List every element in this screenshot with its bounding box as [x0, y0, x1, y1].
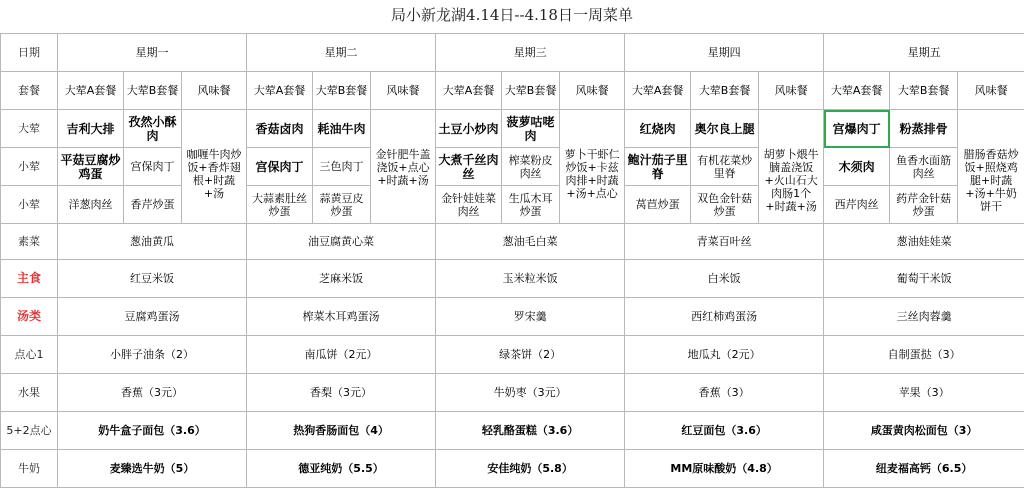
row-label-snack2: 5+2点心: [1, 412, 58, 450]
day5-header: 星期五: [824, 34, 1024, 72]
day5-staple: 葡萄干米饭: [824, 260, 1024, 298]
day2-small2-a: 大蒜素肚丝炒蛋: [247, 186, 313, 224]
day4-veg: 青菜百叶丝: [625, 224, 824, 260]
day5-fruit: 苹果（3）: [824, 374, 1024, 412]
row-label-small: 小荤: [1, 148, 58, 186]
day2-soup: 榨菜木耳鸡蛋汤: [247, 298, 436, 336]
weekly-menu-table: [0, 33, 1024, 488]
day3-small-b: 榨菜粉皮肉丝: [502, 148, 560, 186]
day3-flavor-header: 风味餐: [560, 72, 625, 110]
day4-main-a: 红烧肉: [625, 110, 691, 148]
day2-veg: 油豆腐黄心菜: [247, 224, 436, 260]
row-label-veg: 素菜: [1, 224, 58, 260]
day4-milk: MM原味酸奶（4.8）: [625, 450, 824, 488]
day2-staple: 芝麻米饭: [247, 260, 436, 298]
day5-small-b: 鱼香水面筋肉丝: [890, 148, 958, 186]
day3-snack2: 轻乳酪蛋糕（3.6）: [436, 412, 625, 450]
day1-flavor-spacer: [182, 110, 247, 148]
day1-veg: 葱油黄瓜: [58, 224, 247, 260]
day4-set-b: 大荤B套餐: [691, 72, 759, 110]
day5-flavor-dish: 腊肠香菇炒饭+照烧鸡腿+时蔬+汤+牛奶饼干: [958, 148, 1024, 224]
day1-main-b: 孜然小酥肉: [124, 110, 182, 148]
day5-flavor-spacer: [958, 110, 1024, 148]
day5-milk: 纽麦福高钙（6.5）: [824, 450, 1024, 488]
day1-snack2: 奶牛盒子面包（3.6）: [58, 412, 247, 450]
day5-set-a: 大荤A套餐: [824, 72, 890, 110]
day2-set-b: 大荤B套餐: [313, 72, 371, 110]
day3-small-a: 大煮千丝肉丝: [436, 148, 502, 186]
day4-staple: 白米饭: [625, 260, 824, 298]
day4-main-b: 奥尔良上腿: [691, 110, 759, 148]
row-label-soup: 汤类: [1, 298, 58, 336]
day2-snack2: 热狗香肠面包（4）: [247, 412, 436, 450]
day4-small2-b: 双色金针菇炒蛋: [691, 186, 759, 224]
day5-snack2: 咸蛋黄肉松面包（3）: [824, 412, 1024, 450]
row-label-package: 套餐: [1, 72, 58, 110]
day3-fruit: 牛奶枣（3元）: [436, 374, 625, 412]
day5-main-a: 宫爆肉丁: [824, 110, 890, 148]
day4-flavor-header: 风味餐: [759, 72, 824, 110]
day1-set-a: 大荤A套餐: [58, 72, 124, 110]
day3-main-a: 土豆小炒肉: [436, 110, 502, 148]
day5-soup: 三丝肉蓉羹: [824, 298, 1024, 336]
day1-milk: 麦臻选牛奶（5）: [58, 450, 247, 488]
day1-small-a: 平菇豆腐炒鸡蛋: [58, 148, 124, 186]
day5-snack: 自制蛋挞（3）: [824, 336, 1024, 374]
day2-main-b: 耗油牛肉: [313, 110, 371, 148]
day1-soup: 豆腐鸡蛋汤: [58, 298, 247, 336]
day3-small2-a: 金针娃娃菜肉丝: [436, 186, 502, 224]
day3-snack: 绿茶饼（2）: [436, 336, 625, 374]
day1-fruit: 香蕉（3元）: [58, 374, 247, 412]
day2-small-a: 宫保肉丁: [247, 148, 313, 186]
day1-staple: 红豆米饭: [58, 260, 247, 298]
day2-main-a: 香菇卤肉: [247, 110, 313, 148]
row-label-fruit: 水果: [1, 374, 58, 412]
row-label-milk: 牛奶: [1, 450, 58, 488]
day1-small2-a: 洋葱肉丝: [58, 186, 124, 224]
day4-small-b: 有机花菜炒里脊: [691, 148, 759, 186]
day2-flavor-header: 风味餐: [371, 72, 436, 110]
day4-snack: 地瓜丸（2元）: [625, 336, 824, 374]
day5-small2-a: 西芹肉丝: [824, 186, 890, 224]
day4-soup: 西红柿鸡蛋汤: [625, 298, 824, 336]
day1-flavor-dish: 咖喱牛肉炒饭+香炸翅根+时蔬+汤: [182, 148, 247, 224]
day5-veg: 葱油娃娃菜: [824, 224, 1024, 260]
day1-snack: 小胖子油条（2）: [58, 336, 247, 374]
row-label-snack: 点心1: [1, 336, 58, 374]
day2-flavor-dish: 金针肥牛盖浇饭+点心+时蔬+汤: [371, 148, 436, 224]
day4-flavor-spacer: [759, 110, 824, 148]
day3-header: 星期三: [436, 34, 625, 72]
day3-set-a: 大荤A套餐: [436, 72, 502, 110]
row-label-small2: 小荤: [1, 186, 58, 224]
day1-flavor-header: 风味餐: [182, 72, 247, 110]
row-label-staple: 主食: [1, 260, 58, 298]
day2-snack: 南瓜饼（2元）: [247, 336, 436, 374]
day3-milk: 安佳纯奶（5.8）: [436, 450, 625, 488]
day2-milk: 德亚纯奶（5.5）: [247, 450, 436, 488]
day5-main-b: 粉蒸排骨: [890, 110, 958, 148]
day3-flavor-spacer: [560, 110, 625, 148]
day3-staple: 玉米粒米饭: [436, 260, 625, 298]
day4-flavor-dish: 胡萝卜煨牛腩盖浇饭+火山石大肉肠1个+时蔬+汤: [759, 148, 824, 224]
day3-main-b: 菠萝咕咾肉: [502, 110, 560, 148]
day5-small2-b: 药芹金针菇炒蛋: [890, 186, 958, 224]
day4-small2-a: 莴苣炒蛋: [625, 186, 691, 224]
day2-header: 星期二: [247, 34, 436, 72]
day1-small2-b: 香芹炒蛋: [124, 186, 182, 224]
day2-small-b: 三色肉丁: [313, 148, 371, 186]
day2-flavor-spacer: [371, 110, 436, 148]
day2-set-a: 大荤A套餐: [247, 72, 313, 110]
day5-small-a: 木须肉: [824, 148, 890, 186]
day2-small2-b: 蒜黄豆皮炒蛋: [313, 186, 371, 224]
day3-veg: 葱油毛白菜: [436, 224, 625, 260]
day3-set-b: 大荤B套餐: [502, 72, 560, 110]
day1-header: 星期一: [58, 34, 247, 72]
day5-flavor-header: 风味餐: [958, 72, 1024, 110]
day4-header: 星期四: [625, 34, 824, 72]
day4-set-a: 大荤A套餐: [625, 72, 691, 110]
day3-soup: 罗宋羹: [436, 298, 625, 336]
day1-small-b: 宫保肉丁: [124, 148, 182, 186]
day4-small-a: 鲍汁茄子里脊: [625, 148, 691, 186]
day5-set-b: 大荤B套餐: [890, 72, 958, 110]
menu-title: 局小新龙湖4.14日--4.18日一周菜单: [391, 6, 633, 24]
day1-set-b: 大荤B套餐: [124, 72, 182, 110]
day3-small2-b: 生瓜木耳炒蛋: [502, 186, 560, 224]
day4-snack2: 红豆面包（3.6）: [625, 412, 824, 450]
row-label-date: 日期: [1, 34, 58, 72]
day4-fruit: 香蕉（3）: [625, 374, 824, 412]
row-label-main: 大荤: [1, 110, 58, 148]
day3-flavor-dish: 萝卜干虾仁炒饭+卡兹肉排+时蔬+汤+点心: [560, 148, 625, 224]
day1-main-a: 吉利大排: [58, 110, 124, 148]
day2-fruit: 香梨（3元）: [247, 374, 436, 412]
